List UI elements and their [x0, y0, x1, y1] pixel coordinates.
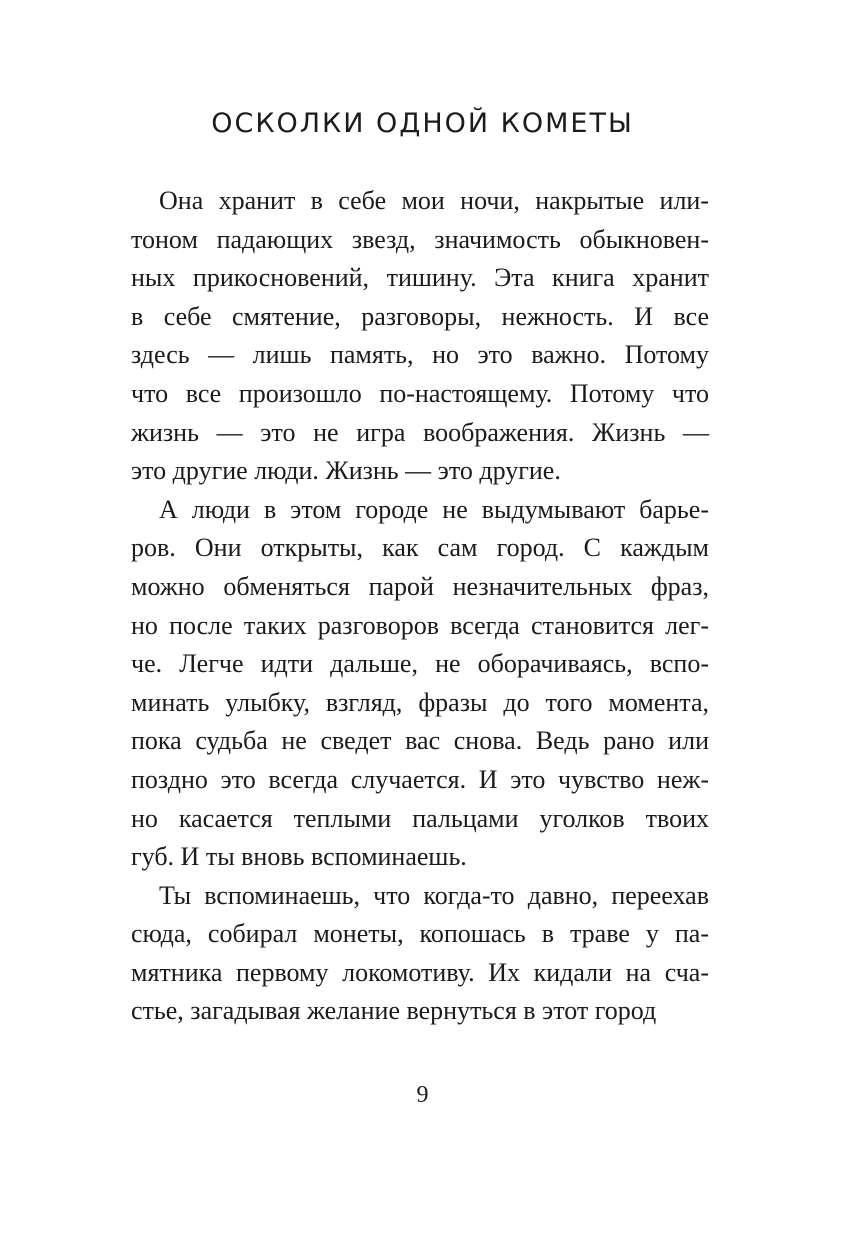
page-number: 9	[416, 1082, 429, 1108]
text-line: это другие люди. Жизнь — это другие.	[131, 456, 561, 486]
text-line: мятника первому локомотиву. Их кидали на сча-	[131, 957, 709, 987]
text-line: в себе смятение, разговоры, нежность. И все	[131, 301, 709, 331]
text-line: че. Легче идти дальше, не оборачиваясь, вспо-	[131, 649, 709, 679]
text-line: жизнь — это не игра воображения. Жизнь —	[131, 417, 709, 447]
text-line: но после таких разговоров всегда становится лег-	[131, 610, 709, 640]
text-line: пока судьба не сведет вас снова. Ведь рано или	[131, 726, 709, 756]
text-line: Она хранит в себе мои ночи, накрытые или-	[159, 186, 709, 215]
chapter-title: ОСКОЛКИ ОДНОЙ КОМЕТЫ	[211, 108, 634, 139]
text-line: ров. Они открыты, как сам город. С каждым	[131, 533, 709, 563]
text-line: поздно это всегда случается. И это чувство неж-	[131, 764, 709, 794]
text-line: А люди в этом городе не выдумывают барье-	[159, 494, 709, 524]
text-line: Ты вспоминаешь, что когда-то давно, переехав	[159, 880, 709, 910]
text-line: что все произошло по-настоящему. Потому что	[131, 378, 709, 408]
text-line: но касается теплыми пальцами уголков твоих	[131, 803, 709, 833]
text-line: стье, загадывая желание вернуться в этот город	[131, 996, 657, 1026]
text-line: тоном падающих звезд, значимость обыкновен-	[131, 224, 709, 254]
text-line: губ. И ты вновь вспоминаешь.	[131, 842, 467, 872]
body-text	[131, 182, 709, 1031]
text-line: здесь — лишь память, но это важно. Потому	[131, 340, 709, 370]
text-line: минать улыбку, взгляд, фразы до того момента,	[131, 687, 709, 717]
text-line: сюда, собирал монеты, копошась в траве у па-	[131, 919, 709, 949]
text-line: можно обменяться парой незначительных фраз,	[131, 571, 709, 601]
text-line: ных прикосновений, тишину. Эта книга хранит	[131, 263, 709, 293]
